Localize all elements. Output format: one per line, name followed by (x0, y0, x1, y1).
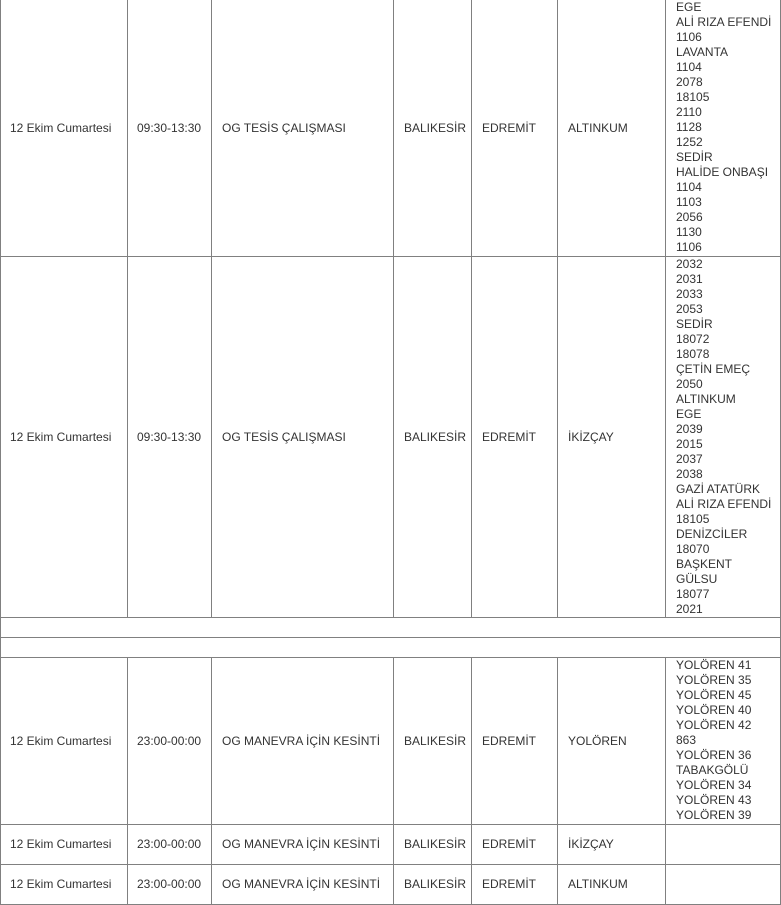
separator-cell (1, 638, 781, 658)
street-item: GAZİ ATATÜRK (676, 482, 761, 496)
street-item: YOLÖREN 45 (676, 688, 752, 702)
time-cell: 09:30-13:30 (128, 0, 212, 257)
street-list-cell (666, 257, 781, 618)
street-item: EGE (676, 407, 702, 421)
street-item: HALİDE ONBAŞI (676, 165, 769, 179)
street-item: 18077 (676, 587, 710, 601)
reason-cell: OG MANEVRA İÇİN KESİNTİ (212, 865, 394, 905)
street-item: 2033 (676, 287, 703, 301)
street-item: 18105 (676, 90, 710, 104)
neighborhood-cell: YOLÖREN (558, 658, 666, 825)
street-item: 1128 (676, 120, 702, 134)
table-row (1, 865, 781, 905)
street-item: 2056 (676, 210, 703, 224)
province-cell: BALIKESİR (394, 865, 472, 905)
street-item: 2021 (676, 602, 703, 616)
street-item: 1130 (676, 225, 702, 239)
street-item: 2050 (676, 377, 703, 391)
date-cell: 12 Ekim Cumartesi (1, 658, 128, 825)
street-item: 1106 (676, 240, 702, 254)
street-item: 2038 (676, 467, 703, 481)
province-cell: BALIKESİR (394, 825, 472, 865)
street-item: ALİ RIZA EFENDİ (676, 15, 772, 29)
street-item: 1104 (676, 60, 702, 74)
street-item: YOLÖREN 40 (676, 703, 752, 717)
province-cell: BALIKESİR (394, 658, 472, 825)
separator-row (1, 638, 781, 658)
date-cell: 12 Ekim Cumartesi (1, 825, 128, 865)
time-cell: 09:30-13:30 (128, 257, 212, 618)
neighborhood-cell: İKİZÇAY (558, 257, 666, 618)
reason-cell: OG TESİS ÇALIŞMASI (212, 257, 394, 618)
street-item: 863 (676, 733, 697, 747)
street-item: 2015 (676, 437, 703, 451)
street-item: YOLÖREN 34 (676, 778, 752, 792)
date-cell: 12 Ekim Cumartesi (1, 0, 128, 257)
street-item: 18105 (676, 512, 710, 526)
street-item: YOLÖREN 39 (676, 808, 752, 822)
street-list-cell (666, 0, 781, 257)
table-row (1, 825, 781, 865)
table-row (1, 658, 781, 825)
street-item: 2053 (676, 302, 703, 316)
district-cell: EDREMİT (472, 0, 558, 257)
street-item: 1252 (676, 135, 703, 149)
province-cell: BALIKESİR (394, 257, 472, 618)
reason-cell: OG TESİS ÇALIŞMASI (212, 0, 394, 257)
street-item: 2031 (676, 272, 703, 286)
street-item: DENİZCİLER (676, 527, 748, 541)
street-item: SEDİR (676, 317, 713, 331)
street-item: 1104 (676, 180, 702, 194)
district-cell: EDREMİT (472, 865, 558, 905)
neighborhood-cell: İKİZÇAY (558, 825, 666, 865)
street-item: EGE (676, 0, 702, 14)
table-row (1, 0, 781, 257)
street-item: BAŞKENT (676, 557, 733, 571)
street-list-cell (666, 865, 781, 905)
time-cell: 23:00-00:00 (128, 865, 212, 905)
street-item: LAVANTA (676, 45, 729, 59)
street-list-cell (666, 658, 781, 825)
separator-cell (1, 618, 781, 638)
district-cell: EDREMİT (472, 825, 558, 865)
street-item: ALİ RIZA EFENDİ (676, 497, 772, 511)
street-item: 1106 (676, 30, 702, 44)
street-item: 2032 (676, 257, 703, 271)
district-cell: EDREMİT (472, 257, 558, 618)
street-item: ÇETİN EMEÇ (676, 362, 751, 376)
street-item: GÜLSU (676, 572, 718, 586)
street-item: SEDİR (676, 150, 713, 164)
table-row (1, 257, 781, 618)
street-item: 2078 (676, 75, 703, 89)
street-item: 18070 (676, 542, 710, 556)
street-list-cell (666, 825, 781, 865)
street-item: YOLÖREN 42 (676, 718, 752, 732)
street-item: 18072 (676, 332, 710, 346)
street-item: YOLÖREN 35 (676, 673, 752, 687)
time-cell: 23:00-00:00 (128, 825, 212, 865)
neighborhood-cell: ALTINKUM (558, 865, 666, 905)
reason-cell: OG MANEVRA İÇİN KESİNTİ (212, 658, 394, 825)
street-item: 1103 (676, 195, 702, 209)
street-item: ALTINKUM (676, 392, 736, 406)
street-item: YOLÖREN 36 (676, 748, 752, 762)
street-item: 2039 (676, 422, 703, 436)
reason-cell: OG MANEVRA İÇİN KESİNTİ (212, 825, 394, 865)
date-cell: 12 Ekim Cumartesi (1, 257, 128, 618)
separator-row (1, 618, 781, 638)
district-cell: EDREMİT (472, 658, 558, 825)
neighborhood-cell: ALTINKUM (558, 0, 666, 257)
street-item: YOLÖREN 43 (676, 793, 752, 807)
street-item: TABAKGÖLÜ (676, 763, 749, 777)
outage-table-body (1, 0, 781, 905)
street-item: 2037 (676, 452, 703, 466)
date-cell: 12 Ekim Cumartesi (1, 865, 128, 905)
street-item: 18078 (676, 347, 710, 361)
street-item: YOLÖREN 41 (676, 658, 752, 672)
time-cell: 23:00-00:00 (128, 658, 212, 825)
province-cell: BALIKESİR (394, 0, 472, 257)
street-item: 2110 (676, 105, 702, 119)
